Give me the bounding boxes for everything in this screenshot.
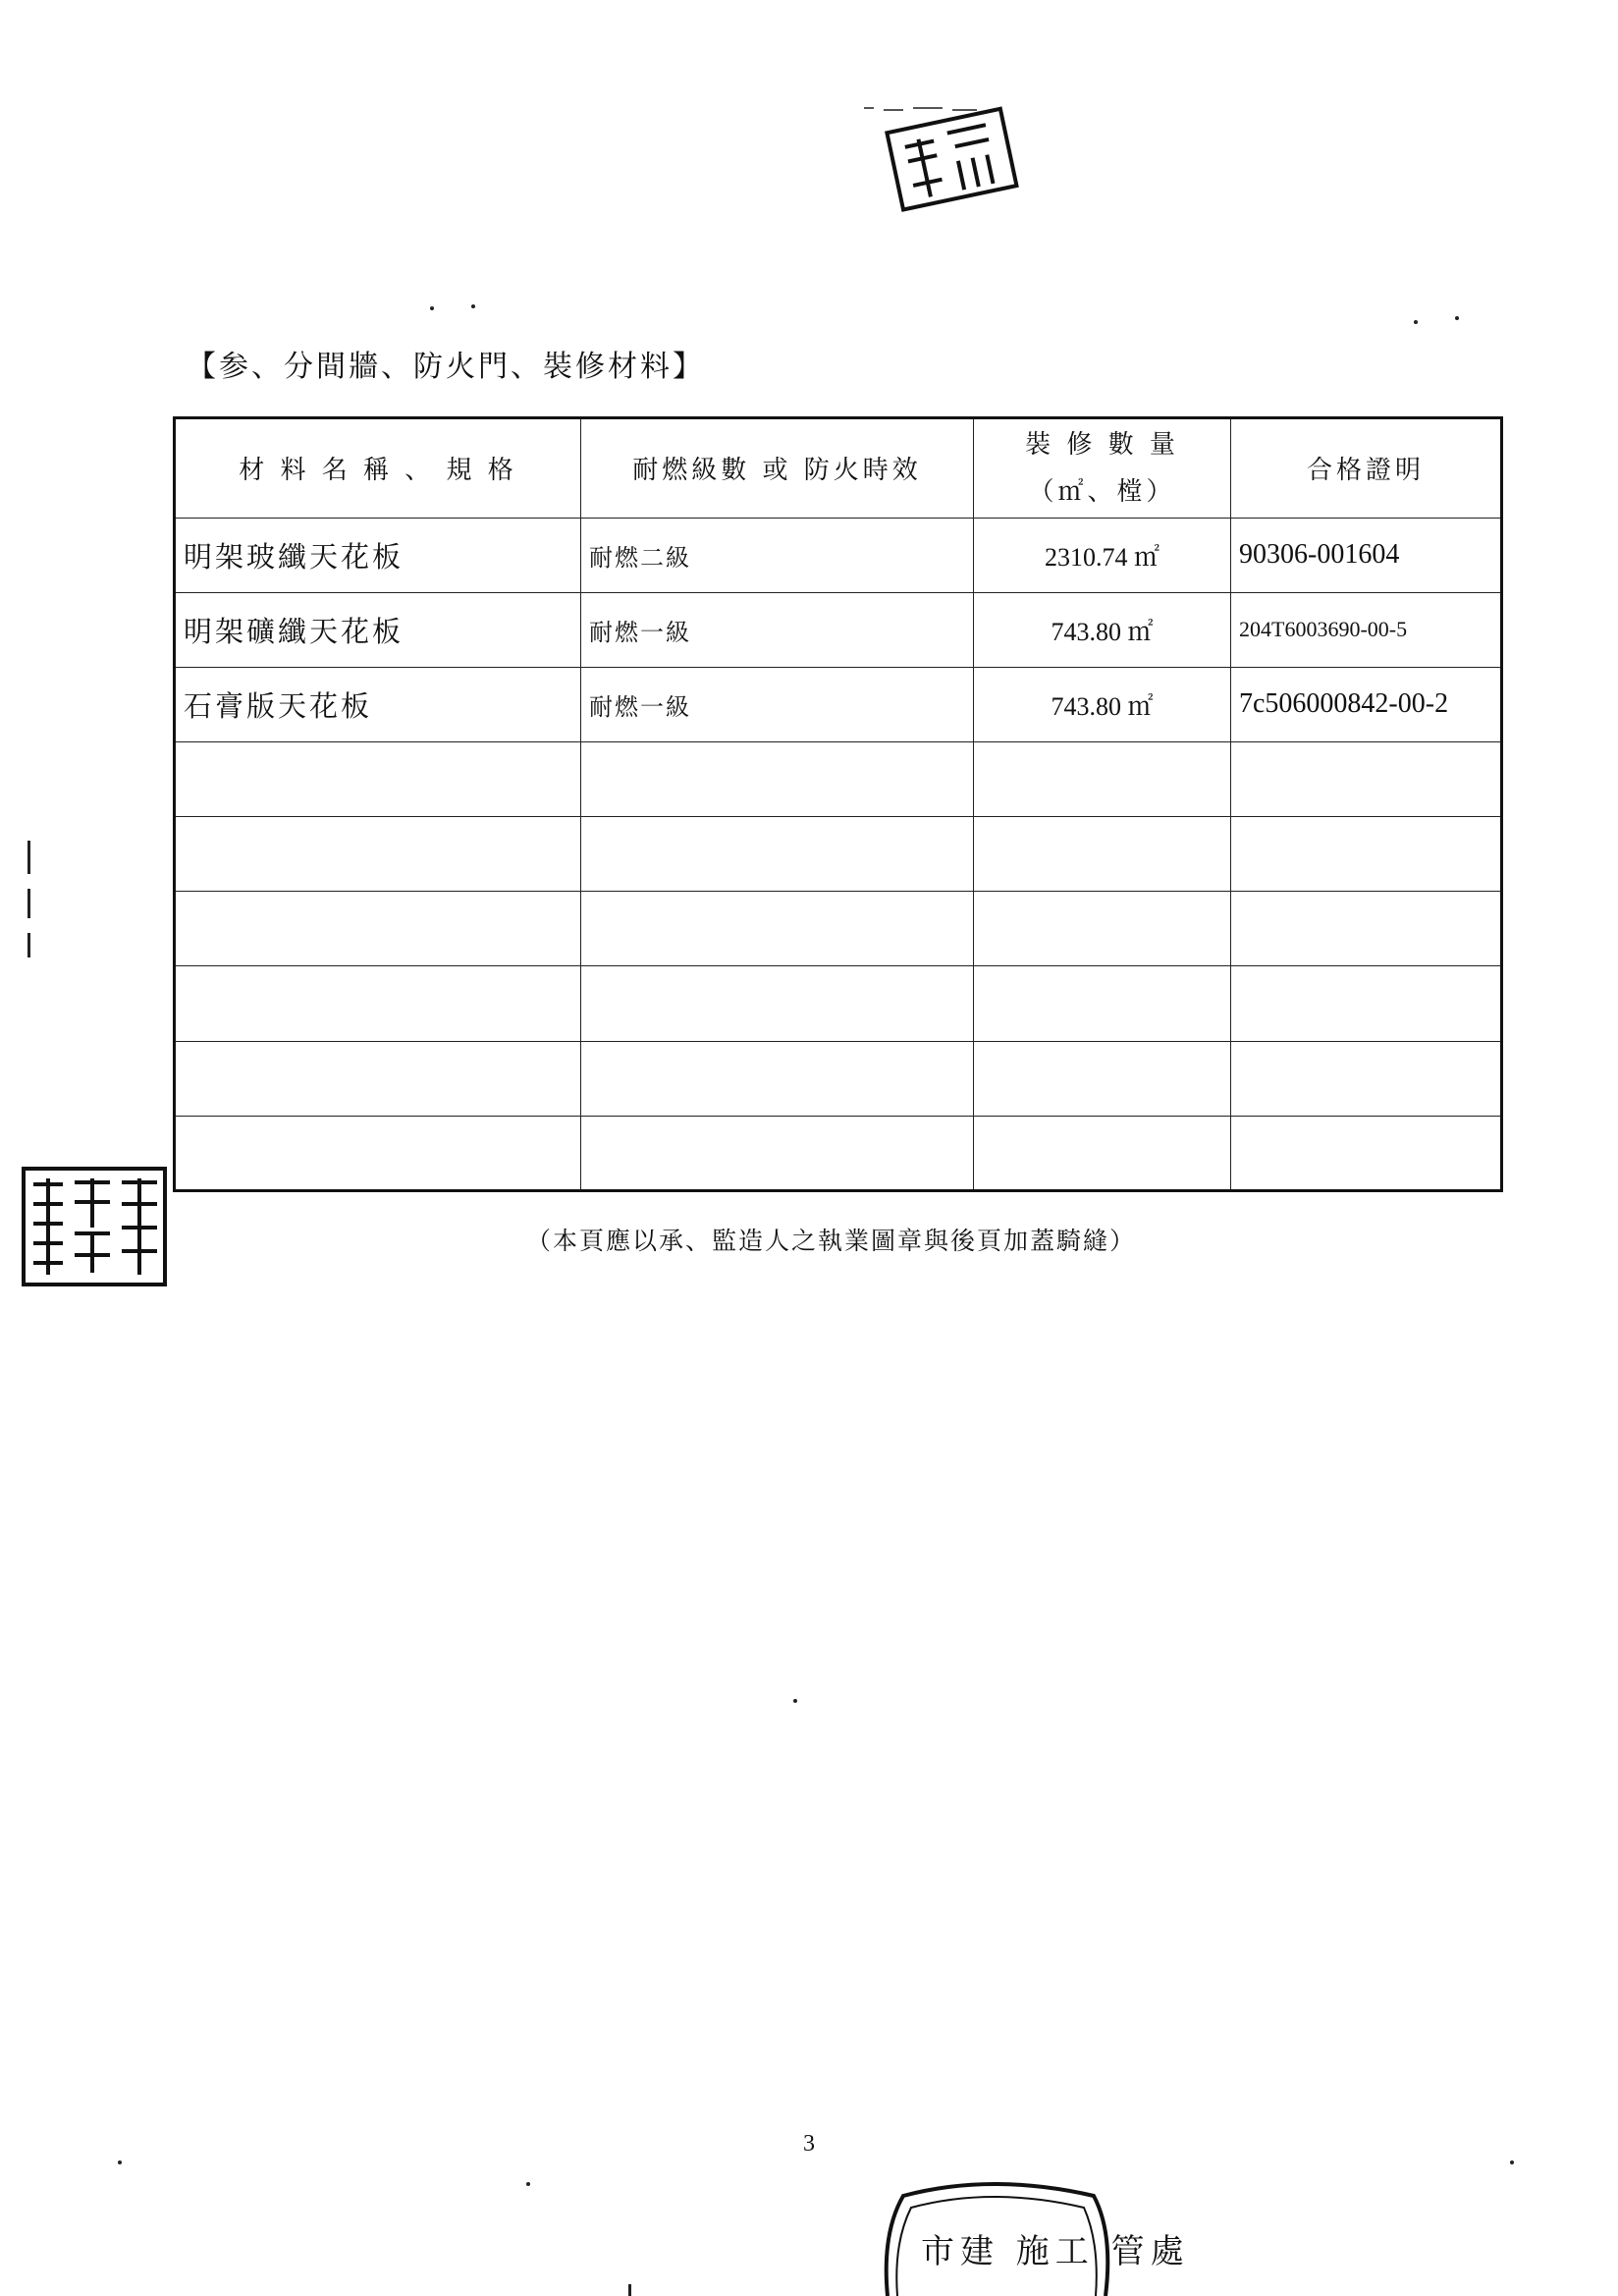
page-number: 3 <box>803 2131 815 2157</box>
table-row <box>175 667 1502 741</box>
header-quantity <box>974 418 1231 519</box>
cell-rating <box>581 1041 974 1116</box>
cell-quantity <box>974 817 1231 892</box>
seal-top <box>864 98 1041 216</box>
cell-name <box>175 817 581 892</box>
cell-certificate <box>1231 817 1502 892</box>
cell-name: 明架玻纖天花板 <box>175 518 581 592</box>
table-row <box>175 892 1502 966</box>
cell-certificate: 7c506000842-00-2 <box>1231 667 1502 741</box>
cell-name <box>175 742 581 817</box>
cell-quantity <box>974 742 1231 817</box>
table-header-row <box>175 418 1502 519</box>
cell-certificate: 204T6003690-00-5 <box>1231 592 1502 667</box>
cell-certificate <box>1231 1116 1502 1190</box>
header-name: 材 料 名 稱 、 規 格 <box>175 418 581 519</box>
cell-certificate <box>1231 1041 1502 1116</box>
cell-quantity <box>974 1041 1231 1116</box>
cell-certificate <box>1231 966 1502 1041</box>
header-rating: 耐燃級數 或 防火時效 <box>581 418 974 519</box>
cell-rating <box>581 966 974 1041</box>
cell-quantity <box>974 892 1231 966</box>
cell-name: 明架礦纖天花板 <box>175 592 581 667</box>
table-row <box>175 518 1502 592</box>
table-row <box>175 817 1502 892</box>
cell-rating: 耐燃一級 <box>581 592 974 667</box>
table-row <box>175 742 1502 817</box>
header-certificate: 合格證明 <box>1231 418 1502 519</box>
cell-rating <box>581 892 974 966</box>
cell-name <box>175 1041 581 1116</box>
table-row <box>175 1116 1502 1190</box>
cell-certificate <box>1231 892 1502 966</box>
cell-rating <box>581 817 974 892</box>
table-row <box>175 966 1502 1041</box>
seal-bottom <box>874 2174 1190 2296</box>
cell-name <box>175 966 581 1041</box>
cell-certificate <box>1231 742 1502 817</box>
cell-rating: 耐燃二級 <box>581 518 974 592</box>
cell-rating: 耐燃一級 <box>581 667 974 741</box>
seal-left <box>20 1165 169 1288</box>
footnote: （本頁應以承、監造人之執業圖章與後頁加蓋騎縫） <box>526 1227 1137 1255</box>
cell-quantity: 2310.74 ㎡ <box>974 518 1231 592</box>
cell-quantity: 743.80 ㎡ <box>974 667 1231 741</box>
section-title: 【参、分間牆、防火門、裝修材料】 <box>187 350 705 384</box>
cell-quantity <box>974 966 1231 1041</box>
header-quantity-line1: 裝 修 數 量 <box>1025 429 1179 460</box>
materials-table <box>173 416 1503 1192</box>
cell-name <box>175 892 581 966</box>
cell-name <box>175 1116 581 1190</box>
table-row <box>175 1041 1502 1116</box>
seal-bottom-text: 市建 施工 管處 <box>921 2232 1190 2271</box>
cell-name: 石膏版天花板 <box>175 667 581 741</box>
table-row <box>175 592 1502 667</box>
header-quantity-line2: （㎡、樘） <box>1028 476 1176 507</box>
cell-quantity: 743.80 ㎡ <box>974 592 1231 667</box>
cell-quantity <box>974 1116 1231 1190</box>
cell-rating <box>581 742 974 817</box>
cell-certificate: 90306-001604 <box>1231 518 1502 592</box>
cell-rating <box>581 1116 974 1190</box>
